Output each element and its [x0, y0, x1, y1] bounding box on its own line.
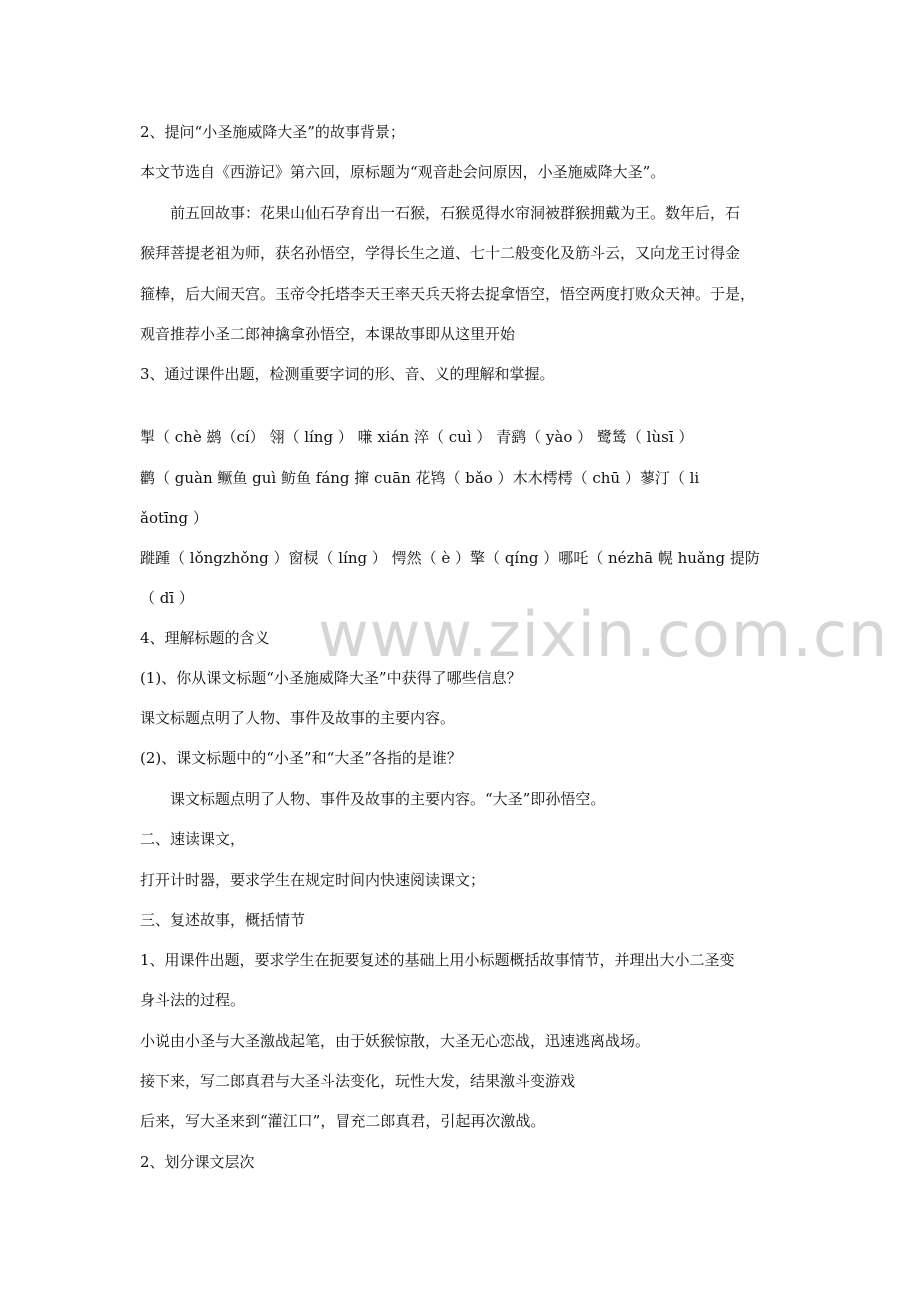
vocab-line-3: ǎotīng ） [140, 509, 208, 527]
paragraph-summary-line-2: 猴拜菩提老祖为师，获名孙悟空，学得长生之道、七十二般变化及筋斗云，又向龙王讨得金 [140, 244, 741, 262]
paragraph-summary-line-4: 观音推荐小圣二郎神擒拿孙悟空，本课故事即从这里开始 [140, 325, 516, 343]
paragraph-summary-line-1: 前五回故事：花果山仙石孕育出一石猴，石猴觅得水帘洞被群猴拥戴为王。数年后，石 [170, 204, 741, 222]
vocab-line-4: 蹝踵（ lǒngzhǒng ）窗棂（ líng ） 愕然（ è ）擎（ qíng ）哪吒（ nézhā 幌 huǎng 提防 [140, 549, 760, 567]
heading-speed-reading: 二、速读课文， [140, 830, 246, 848]
paragraph-task-line-2: 身斗法的过程。 [140, 991, 246, 1009]
paragraph-source: 本文节选自《西游记》第六回，原标题为“观音赴会问原因，小圣施威降大圣”。 [140, 163, 666, 181]
paragraph-plot-2: 接下来，写二郎真君与大圣斗法变化，玩性大发，结果激斗变游戏 [140, 1072, 576, 1090]
paragraph-plot-1: 小说由小圣与大圣激战起笔，由于妖猴惊散，大圣无心恋战，迅速逃离战场。 [140, 1032, 651, 1050]
answer-1: 课文标题点明了人物、事件及故事的主要内容。 [140, 709, 456, 727]
heading-vocabulary: 3、通过课件出题，检测重要字词的形、音、义的理解和掌握。 [140, 365, 555, 383]
vocab-line-1: 掣（ chè 鹚（cí） 翎（ líng ） 嗛 xián 淬（ cuì ） 青鹞（ yào ） 鹭鸶（ lùsī ） [140, 428, 694, 446]
watermark: www.zixin.com.cn [318, 598, 889, 671]
paragraph-plot-3: 后来，写大圣来到“灌江口”，冒充二郎真君，引起再次激战。 [140, 1112, 546, 1130]
vocab-line-2: 鹳（ guàn 鳜鱼 guì 鲂鱼 fáng 撺 cuān 花鸨（ bǎo ）木木樗樗（ chū ）蓼汀（ li [140, 469, 700, 487]
answer-2: 课文标题点明了人物、事件及故事的主要内容。“大圣”即孙悟空。 [170, 790, 606, 808]
paragraph-summary-line-3: 箍棒，后大闹天宫。玉帝令托塔李天王率天兵天将去捉拿悟空，悟空两度打败众天神。于是， [140, 285, 756, 303]
paragraph-timer: 打开计时器，要求学生在规定时间内快速阅读课文； [140, 871, 486, 889]
question-2: (2)、课文标题中的“小圣”和“大圣”各指的是谁？ [140, 749, 462, 767]
heading-title-meaning: 4、理解标题的含义 [140, 629, 270, 647]
heading-divide-layers: 2、划分课文层次 [140, 1153, 255, 1171]
paragraph-task-line-1: 1、用课件出题，要求学生在扼要复述的基础上用小标题概括故事情节，并理出大小二圣变 [140, 951, 735, 969]
heading-retell: 三、复述故事，概括情节 [140, 911, 306, 929]
heading-story-background: 2、提问“小圣施威降大圣”的故事背景； [140, 123, 405, 141]
vocab-line-5: （ dī ） [140, 589, 194, 607]
question-1: (1)、你从课文标题“小圣施威降大圣”中获得了哪些信息？ [140, 669, 522, 687]
